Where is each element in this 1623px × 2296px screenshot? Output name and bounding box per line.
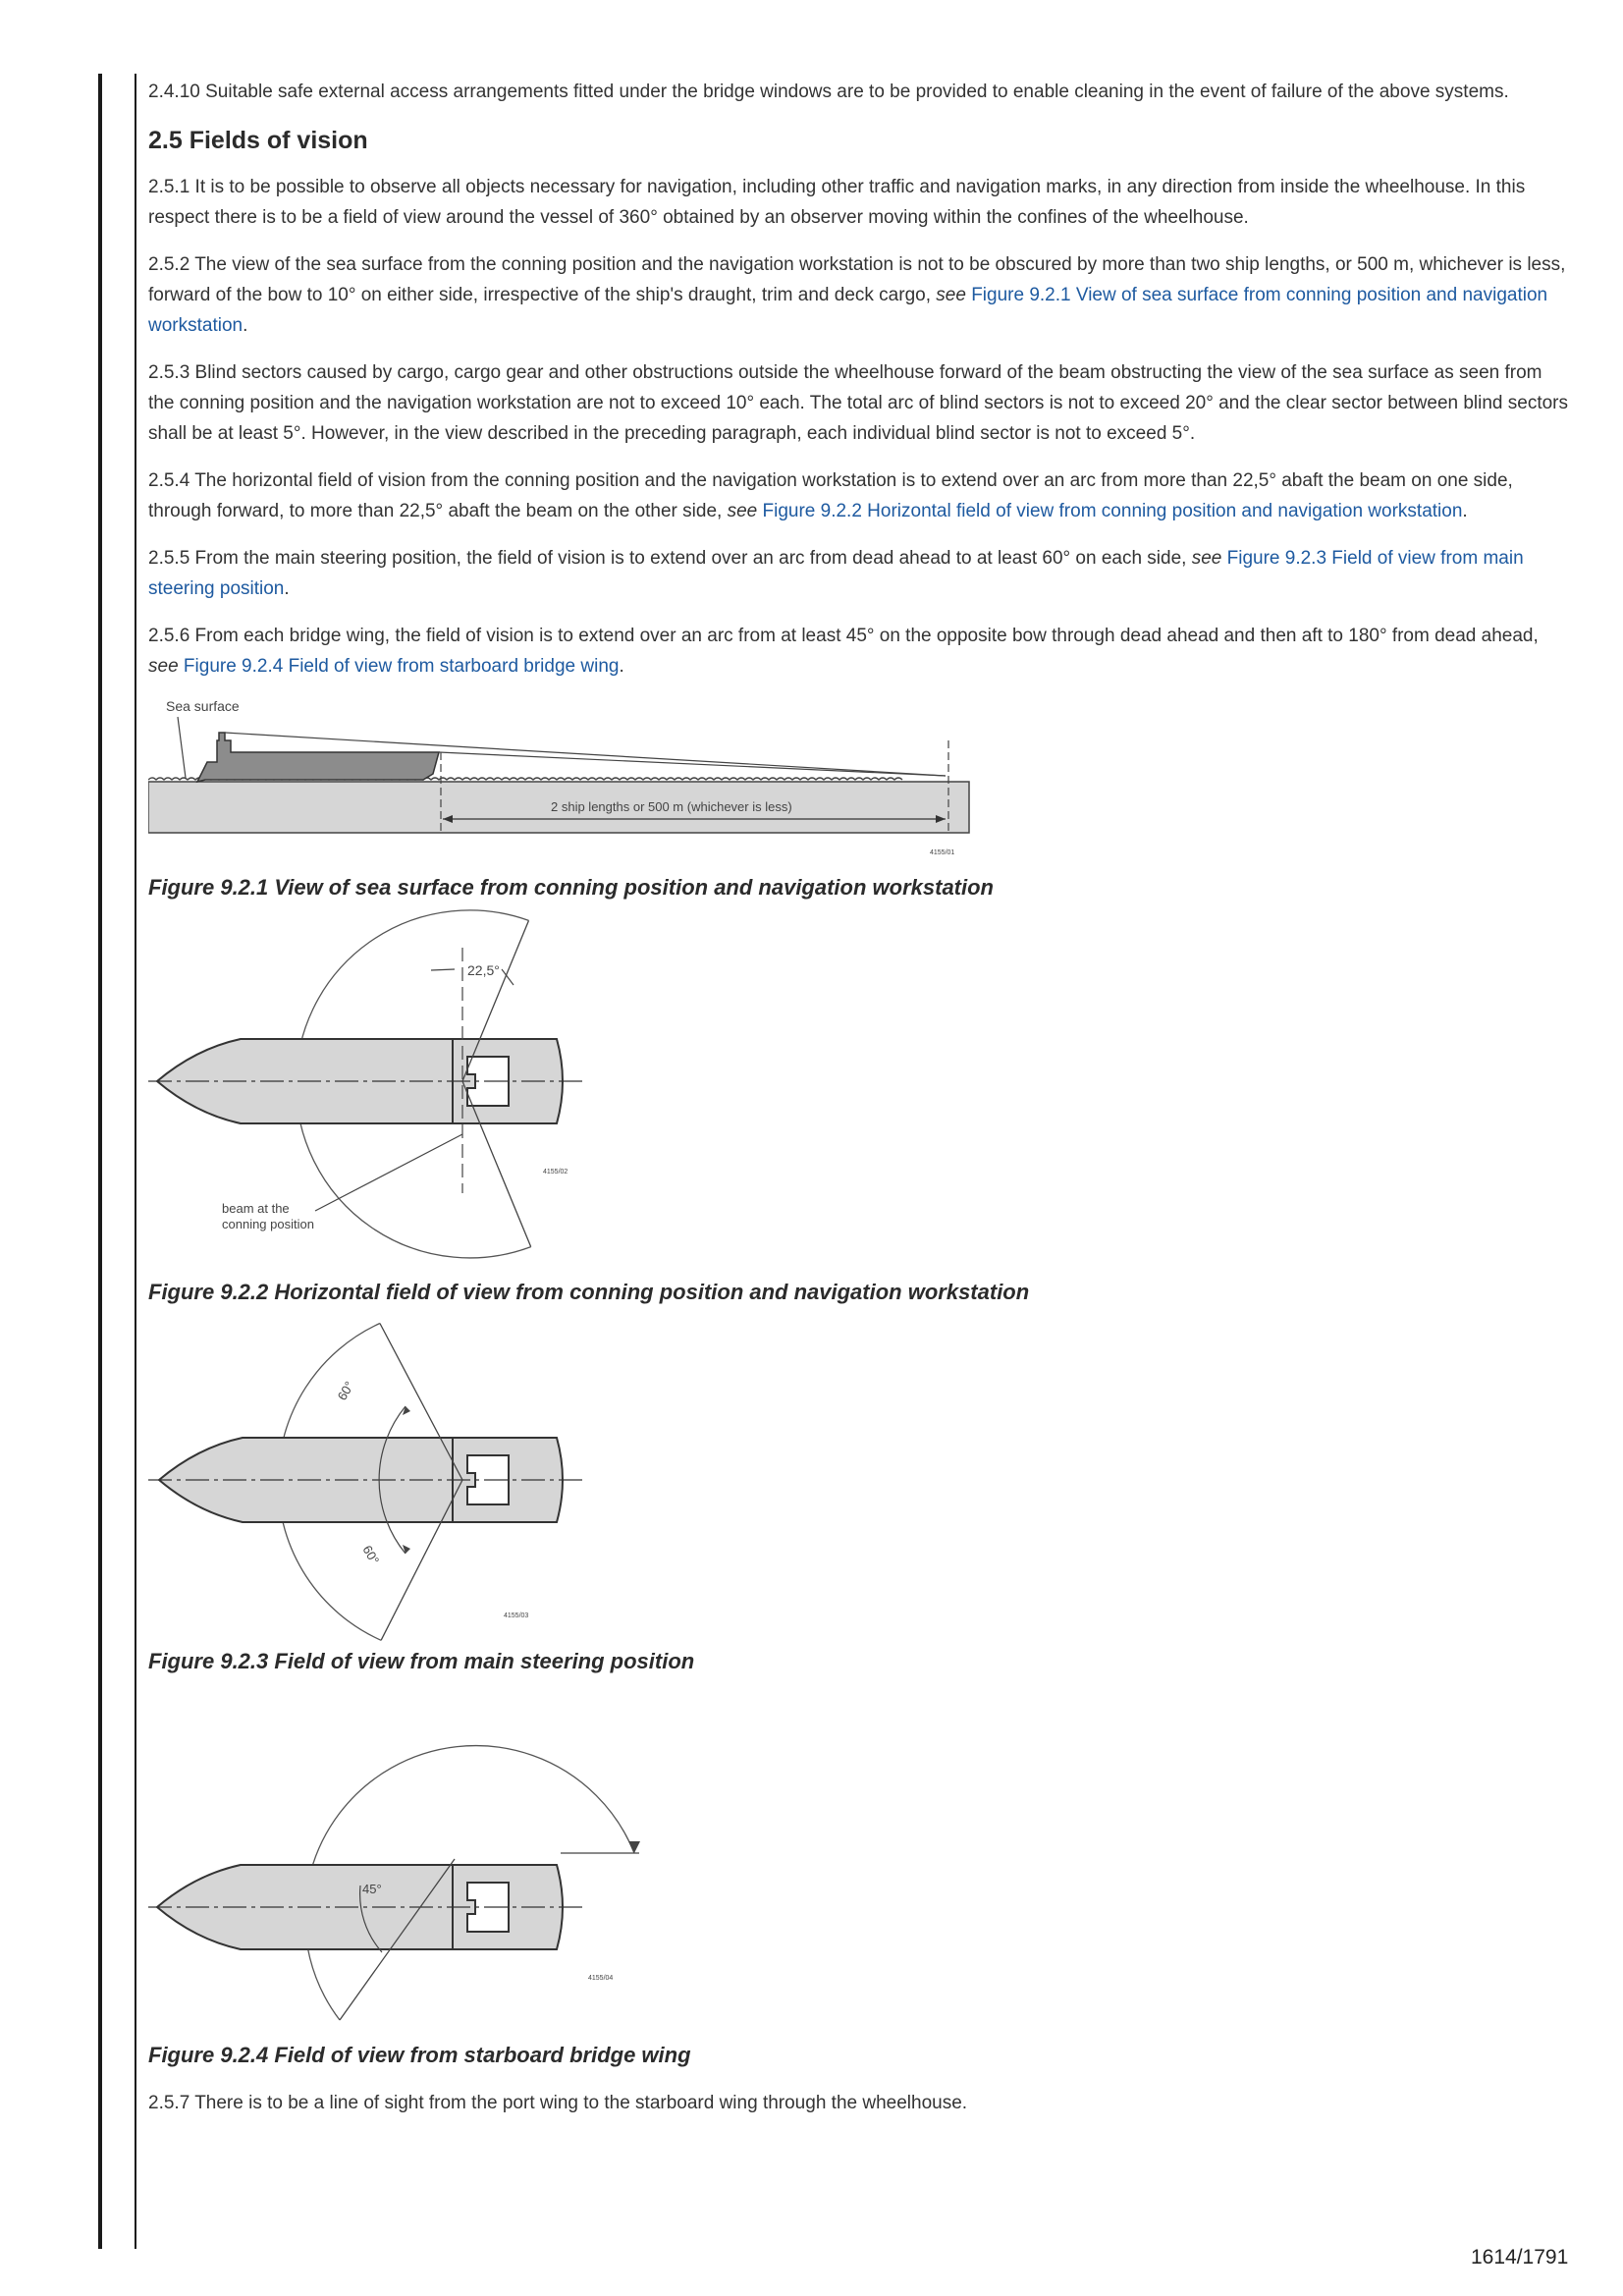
document-body (148, 77, 1572, 2135)
paragraph-text: 2.5.5 From the main steering position, the field of vision is to extend over an arc from dead ahead to at least 60° on each side, (148, 548, 1192, 569)
paragraph-2-5-2 (148, 249, 1572, 341)
margin-bar-thin (135, 74, 136, 2249)
ship-profile (197, 733, 439, 782)
distance-label: 2 ship lengths or 500 m (whichever is less) (551, 799, 792, 814)
beam-pointer (315, 1134, 462, 1211)
paragraph-2-5-4 (148, 465, 1572, 526)
beam-label-line-1: beam at the (222, 1201, 290, 1216)
paragraph-text: 2.5.6 From each bridge wing, the field of vision is to extend over an arc from at least 45° on the opposite bow through dead ahead and then aft to 180° from dead ahead, (148, 626, 1539, 646)
paragraph-2-5-7: 2.5.7 There is to be a line of sight from the port wing to the starboard wing through the wheelhouse. (148, 2093, 968, 2113)
paragraph-end: . (619, 656, 624, 677)
figure-9-2-1-diagram (148, 693, 973, 865)
figure-code: 4155/01 (930, 849, 955, 856)
paragraph-2-5-3: 2.5.3 Blind sectors caused by cargo, cargo gear and other obstructions outside the wheelhouse forward of the beam obstructing the view of the sea surface as seen from the conning position and the navigation workstation are not to exceed 10° each. The total arc of blind sectors is not to exceed 20° and the clear sector between blind sectors shall be at least 5°. However, in the view described in the preceding paragraph, each individual blind sector is not to exceed 5°. (148, 362, 1569, 444)
angle-label-top: 60° (334, 1378, 357, 1403)
sight-line-bow (439, 752, 946, 776)
see-word: see (936, 285, 966, 305)
figure-9-2-3-caption: Figure 9.2.3 Field of view from main steering position (148, 1649, 695, 1673)
figure-code: 4155/03 (504, 1613, 529, 1619)
beam-label-line-2: conning position (222, 1217, 314, 1231)
figure-9-2-4-caption: Figure 9.2.4 Field of view from starboard bridge wing (148, 2043, 691, 2067)
arc-arrow-head (628, 1841, 640, 1853)
sea-surface-label: Sea surface (166, 698, 240, 714)
figure-9-2-2-diagram (148, 908, 620, 1272)
sea-surface-pointer (178, 717, 186, 778)
paragraph-2-5-1: 2.5.1 It is to be possible to observe all objects necessary for navigation, including other traffic and navigation marks, in any direction from inside the wheelhouse. In this respect there is to be a field of view around the vessel of 360° obtained by an observer moving within the confines of the wheelhouse. (148, 177, 1526, 228)
figure-code: 4155/04 (588, 1975, 614, 1982)
figure-9-2-2-link[interactable]: Figure 9.2.2 Horizontal field of view from conning position and navigation workstation (762, 501, 1463, 521)
figure-9-2-3-diagram (148, 1313, 620, 1647)
angle-arrow-left (431, 969, 455, 970)
figure-9-2-4-link[interactable]: Figure 9.2.4 Field of view from starboard bridge wing (183, 656, 620, 677)
figure-9-2-1-caption: Figure 9.2.1 View of sea surface from conning position and navigation workstation (148, 875, 994, 900)
paragraph-2-5-6 (148, 621, 1572, 682)
paragraph-text: 2.5.4 The horizontal field of vision from the conning position and the navigation workstation is to extend over an arc from more than 22,5° abaft the beam on one side, through forward, to more than 22,5° abaft the beam on the other side, (148, 470, 1513, 521)
see-word: see (148, 656, 179, 677)
page-number: 1614/1791 (1471, 2246, 1569, 2269)
margin-bar-thick (98, 74, 102, 2249)
figure-9-2-2-caption: Figure 9.2.2 Horizontal field of view from conning position and navigation workstation (148, 1280, 1030, 1304)
paragraph-end: . (243, 315, 248, 336)
see-word: see (727, 501, 758, 521)
section-heading: 2.5 Fields of vision (148, 127, 368, 154)
paragraph-text: 2.5.2 The view of the sea surface from the conning position and the navigation workstation is not to be obscured by more than two ship lengths, or 500 m, whichever is less, forward of the bow to 10° on either side, irrespective of the ship's draught, trim and deck cargo, (148, 254, 1566, 305)
figure-9-2-1-link[interactable]: Figure 9.2.1 View of sea surface from conning position and navigation workstation (148, 285, 1548, 336)
figure-9-2-3-link[interactable]: Figure 9.2.3 Field of view from main steering position (148, 548, 1524, 599)
paragraph-2-5-5 (148, 543, 1572, 604)
paragraph-end: . (1462, 501, 1468, 521)
figure-9-2-4-diagram (148, 1682, 659, 2031)
angle-label: 22,5° (467, 962, 500, 978)
see-word: see (1191, 548, 1222, 569)
figure-code: 4155/02 (543, 1169, 568, 1175)
angle-label: 45° (362, 1882, 382, 1896)
angle-label-bottom: 60° (359, 1543, 383, 1567)
paragraph-end: . (284, 578, 290, 599)
paragraph-2-4-10: 2.4.10 Suitable safe external access arrangements fitted under the bridge windows are to be provided to enable cleaning in the event of failure of the above systems. (148, 82, 1509, 102)
